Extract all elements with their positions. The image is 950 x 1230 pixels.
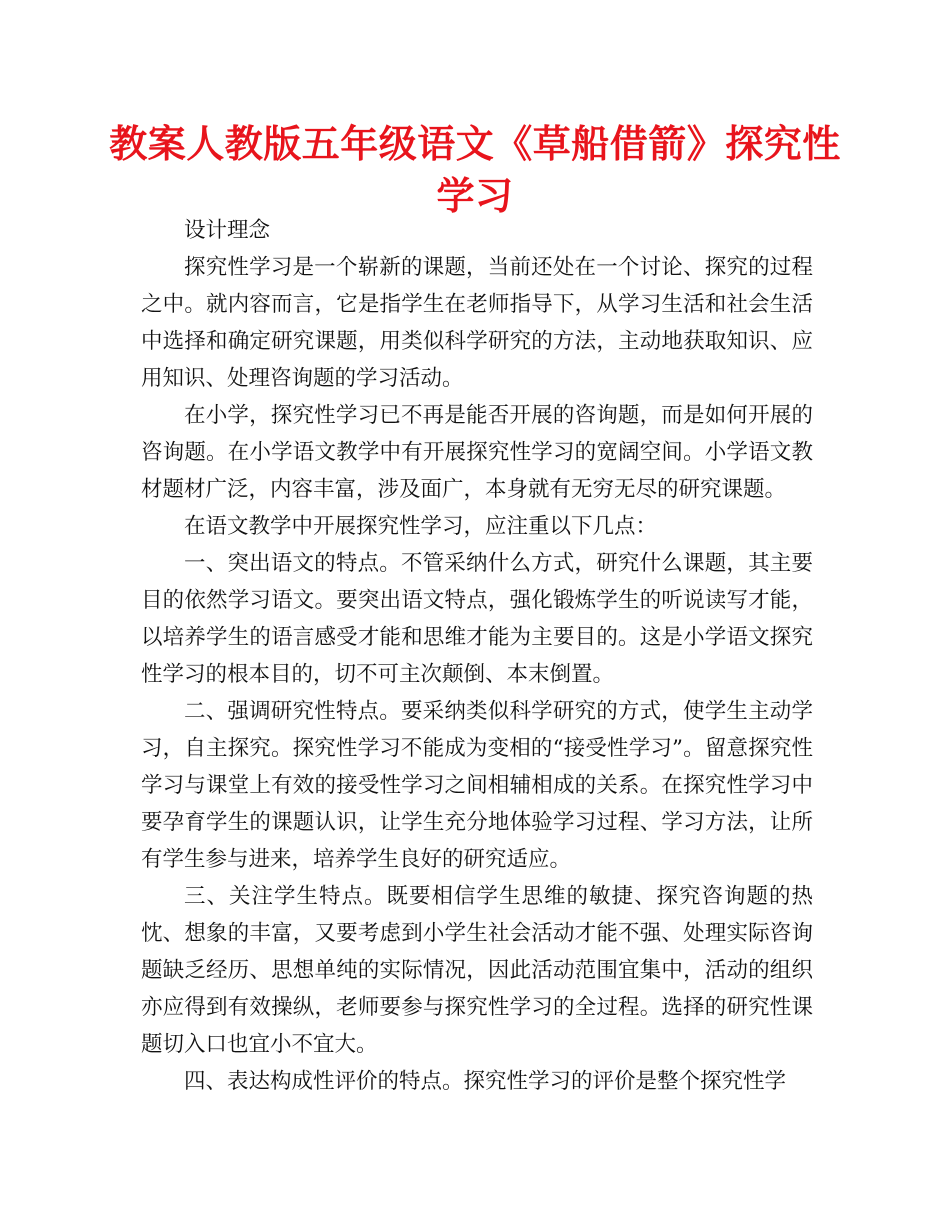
paragraph: 在小学，探究性学习已不再是能否开展的咨询题，而是如何开展的咨询题。在小学语文教学中有开展探究性学习的宽阔空间。小学语文教材题材广泛，内容丰富，涉及面广，本身就有无穷无尽的研究课题。 bbox=[141, 403, 813, 502]
section-heading: 设计理念 bbox=[184, 218, 271, 243]
paragraph: 三、关注学生特点。既要相信学生思维的敏捷、探究咨询题的热忱、想象的丰富，又要考虑到小学生社会活动才能不强、处理实际咨询题缺乏经历、思想单纯的实际情况，因此活动范围宜集中，活动的组织亦应得到有效操纵，老师要参与探究性学习的全过程。选择的研究性课题切入口也宜小不宜大。 bbox=[141, 884, 813, 1057]
document-title: 教案人教版五年级语文《草船借箭》探究性学习 bbox=[109, 122, 841, 218]
paragraph: 在语文教学中开展探究性学习，应注重以下几点： bbox=[184, 514, 658, 539]
paragraph: 探究性学习是一个崭新的课题，当前还处在一个讨论、探究的过程之中。就内容而言，它是指学生在老师指导下，从学习生活和社会生活中选择和确定研究课题，用类似科学研究的方法，主动地获取知识、应用知识、处理咨询题的学习活动。 bbox=[141, 255, 813, 391]
paragraph: 四、表达构成性评价的特点。探究性学习的评价是整个探究性学 bbox=[184, 1069, 787, 1094]
document-body bbox=[141, 212, 813, 1100]
paragraph: 二、强调研究性特点。要采纳类似科学研究的方式，使学生主动学习，自主探究。探究性学习不能成为变相的“接受性学习”。留意探究性学习与课堂上有效的接受性学习之间相辅相成的关系。在探究性学习中要孕育学生的课题认识，让学生充分地体验学习过程、学习方法，让所有学生参与进来，培养学生良好的研究适应。 bbox=[141, 699, 813, 872]
paragraph: 一、突出语文的特点。不管采纳什么方式，研究什么课题，其主要目的依然学习语文。要突出语文特点，强化锻炼学生的听说读写才能，以培养学生的语言感受才能和思维才能为主要目的。这是小学语文探究性学习的根本目的，切不可主次颠倒、本末倒置。 bbox=[141, 551, 813, 687]
